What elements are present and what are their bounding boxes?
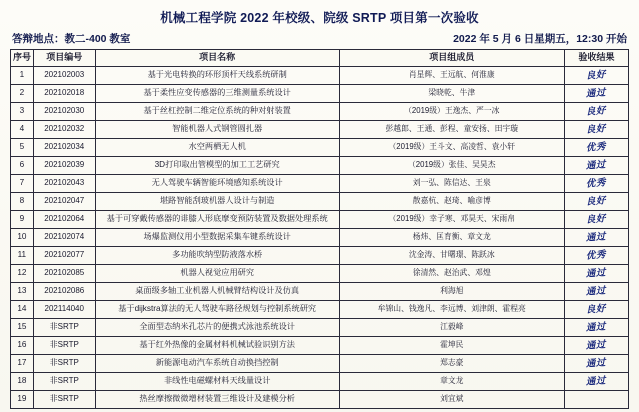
cell-project: 基于可穿戴传感器的诽膝人形底摩变预防装置及数据处理系统 [95,211,339,229]
result-text: 通过 [586,338,607,352]
table-row [11,193,629,211]
cell-project: 3D打印取出管模型的加工工艺研究 [95,157,339,175]
datetime-label: 2022 年 5 月 6 日星期五，12:30 开始 [453,33,627,45]
table-row [11,211,629,229]
cell-members: 霍坤民 [339,337,564,355]
cell-result [564,337,628,355]
cell-result [564,67,628,85]
cell-members: （2019级）王逸杰、严一冰 [339,103,564,121]
handwritten-result [565,337,628,354]
cell-members: 利海旭 [339,283,564,301]
cell-members: 郑志豪 [339,355,564,373]
cell-result [564,247,628,265]
table-row [11,157,629,175]
location-label: 答辩地点：教二-400 教室 [12,33,131,45]
cell-no: 18 [11,373,34,391]
cell-no: 12 [11,265,34,283]
cell-project: 堪路智能刮玻机器人设计与制造 [95,193,339,211]
cell-project: 基于柔性应变传感器的三维测量系统设计 [95,85,339,103]
result-text: 通过 [586,356,607,370]
cell-no: 7 [11,175,34,193]
result-text: 优秀 [586,176,607,190]
handwritten-result [565,247,628,264]
cell-result [564,193,628,211]
cell-project: 基于光电转换的环形顶杆天线系统研制 [95,67,339,85]
cell-members: 梁晓乾、牛津 [339,85,564,103]
cell-code: 202102039 [33,157,95,175]
cell-code: 202102077 [33,247,95,265]
cell-no: 13 [11,283,34,301]
cell-members: 彭越郎、王通、彭程、童安扬、田宇璇 [339,121,564,139]
cell-no: 14 [11,301,34,319]
handwritten-result [565,211,628,228]
cell-project: 基于丝杠控制二维定位系统的种对射装置 [95,103,339,121]
result-text: 良好 [586,212,607,226]
cell-members: 沈金涛、甘曙璟、陈跃冰 [339,247,564,265]
table-row [11,301,629,319]
table-header-row [11,50,629,67]
cell-code: 202102018 [33,85,95,103]
cell-no: 16 [11,337,34,355]
document-subheader [10,31,629,49]
result-text: 通过 [586,86,607,100]
cell-code: 202102043 [33,175,95,193]
column-header-no: 序号 [11,50,34,67]
cell-code: 202102086 [33,283,95,301]
cell-result [564,103,628,121]
cell-result [564,175,628,193]
cell-code: 非SRTP [33,373,95,391]
table-row [11,229,629,247]
handwritten-result [565,193,628,210]
cell-code: 非SRTP [33,337,95,355]
handwritten-result [565,319,628,336]
cell-result [564,301,628,319]
cell-members: 肖星辉、王远航、何淮康 [339,67,564,85]
result-text: 通过 [586,158,607,172]
cell-members: 章文龙 [339,373,564,391]
cell-no: 1 [11,67,34,85]
table-row [11,67,629,85]
cell-members: 刘一弘、陈信达、王泉 [339,175,564,193]
cell-project: 场爆监测仪用小型数据采集车键系统设计 [95,229,339,247]
cell-code: 202102085 [33,265,95,283]
cell-members: （2019级）幸子寒、邓昊天、宋雨帛 [339,211,564,229]
cell-no: 17 [11,355,34,373]
handwritten-result [565,139,628,156]
result-text: 良好 [586,68,607,82]
cell-project: 新能源电动汽车系统自动换挡控制 [95,355,339,373]
cell-members: （2019级）王斗文、高凌哲、袁小轩 [339,139,564,157]
handwritten-result [565,355,628,372]
cell-no: 10 [11,229,34,247]
cell-result [564,211,628,229]
handwritten-result [565,265,628,282]
handwritten-result [565,175,628,192]
result-text: 通过 [586,284,607,298]
cell-result [564,373,628,391]
cell-project: 多功能吹纳型防液落水桥 [95,247,339,265]
cell-code: 202102047 [33,193,95,211]
cell-members: 江毅峰 [339,319,564,337]
cell-result [564,391,628,409]
cell-no: 9 [11,211,34,229]
cell-result [564,355,628,373]
cell-project: 桌面级多轴工业机器人机械臂结构设计及仿真 [95,283,339,301]
cell-no: 11 [11,247,34,265]
cell-project: 全面型态纳米孔芯片的便携式泳池系统设计 [95,319,339,337]
result-text: 良好 [586,104,607,118]
cell-members: 刘宜斌 [339,391,564,409]
cell-no: 15 [11,319,34,337]
cell-code: 202102034 [33,139,95,157]
handwritten-result [565,157,628,174]
handwritten-result [565,85,628,102]
cell-no: 2 [11,85,34,103]
cell-project: 无人驾驶车辆智能环境感知系统设计 [95,175,339,193]
cell-project: 机器人视觉应用研究 [95,265,339,283]
cell-no: 4 [11,121,34,139]
cell-result [564,283,628,301]
page-title: 机械工程学院 2022 年校级、院级 SRTP 项目第一次验收 [160,11,479,25]
table-row [11,319,629,337]
table-row [11,265,629,283]
table-row [11,283,629,301]
cell-result [564,229,628,247]
table-row [11,373,629,391]
cell-project: 非线性电磁螺材料天线量设计 [95,373,339,391]
cell-code: 202102030 [33,103,95,121]
cell-code: 202114040 [33,301,95,319]
table-row [11,355,629,373]
cell-project: 热丝摩擦微微增材装置三维设计及建模分析 [95,391,339,409]
cell-project: 基于dijkstra算法的无人驾驶车路径规划与控制系统研究 [95,301,339,319]
cell-no: 6 [11,157,34,175]
handwritten-result [565,301,628,318]
handwritten-result [565,283,628,300]
cell-no: 19 [11,391,34,409]
table-row [11,139,629,157]
handwritten-result [565,103,628,120]
column-header-project: 项目名称 [95,50,339,67]
result-text: 通过 [586,230,607,244]
cell-code: 非SRTP [33,391,95,409]
cell-result [564,265,628,283]
handwritten-result [565,229,628,246]
table-row [11,121,629,139]
cell-code: 202102074 [33,229,95,247]
column-header-code: 项目编号 [33,50,95,67]
table-row [11,247,629,265]
cell-members: 徐清然、赵治武、邓煌 [339,265,564,283]
cell-project: 水空两栖无人机 [95,139,339,157]
column-header-result: 验收结果 [564,50,628,67]
cell-result [564,157,628,175]
cell-result [564,319,628,337]
column-header-members: 项目组成员 [339,50,564,67]
cell-members: 散嘉杭、赵琦、喻彦博 [339,193,564,211]
cell-code: 非SRTP [33,355,95,373]
result-text: 通过 [586,266,607,280]
table-row [11,85,629,103]
cell-result [564,85,628,103]
result-text: 优秀 [586,140,607,154]
cell-result [564,121,628,139]
cell-code: 202102032 [33,121,95,139]
result-text: 良好 [586,122,607,136]
result-text: 通过 [586,320,607,334]
cell-no: 5 [11,139,34,157]
cell-members: 杨炜、匡育衡、章文龙 [339,229,564,247]
cell-members: （2019级）张佳、吴昊杰 [339,157,564,175]
cell-code: 202102003 [33,67,95,85]
cell-no: 8 [11,193,34,211]
result-text: 良好 [586,194,607,208]
handwritten-result [565,121,628,138]
cell-project: 智能机器人式钢管圆扎器 [95,121,339,139]
handwritten-result [565,373,628,390]
handwritten-result [565,391,628,408]
cell-no: 3 [11,103,34,121]
table-row [11,337,629,355]
result-text: 良好 [586,302,607,316]
table-row [11,103,629,121]
handwritten-result [565,67,628,84]
table-body [11,67,629,409]
cell-code: 202102064 [33,211,95,229]
table-row [11,391,629,409]
result-text: 通过 [586,374,607,388]
cell-members: 牟锦山、钱逸凡、李远博、刘津朗、霍程亮 [339,301,564,319]
acceptance-table [10,49,629,409]
cell-result [564,139,628,157]
table-row [11,175,629,193]
cell-code: 非SRTP [33,319,95,337]
cell-project: 基于红外热像的金属材料机械试验识别方法 [95,337,339,355]
result-text: 优秀 [586,248,607,262]
